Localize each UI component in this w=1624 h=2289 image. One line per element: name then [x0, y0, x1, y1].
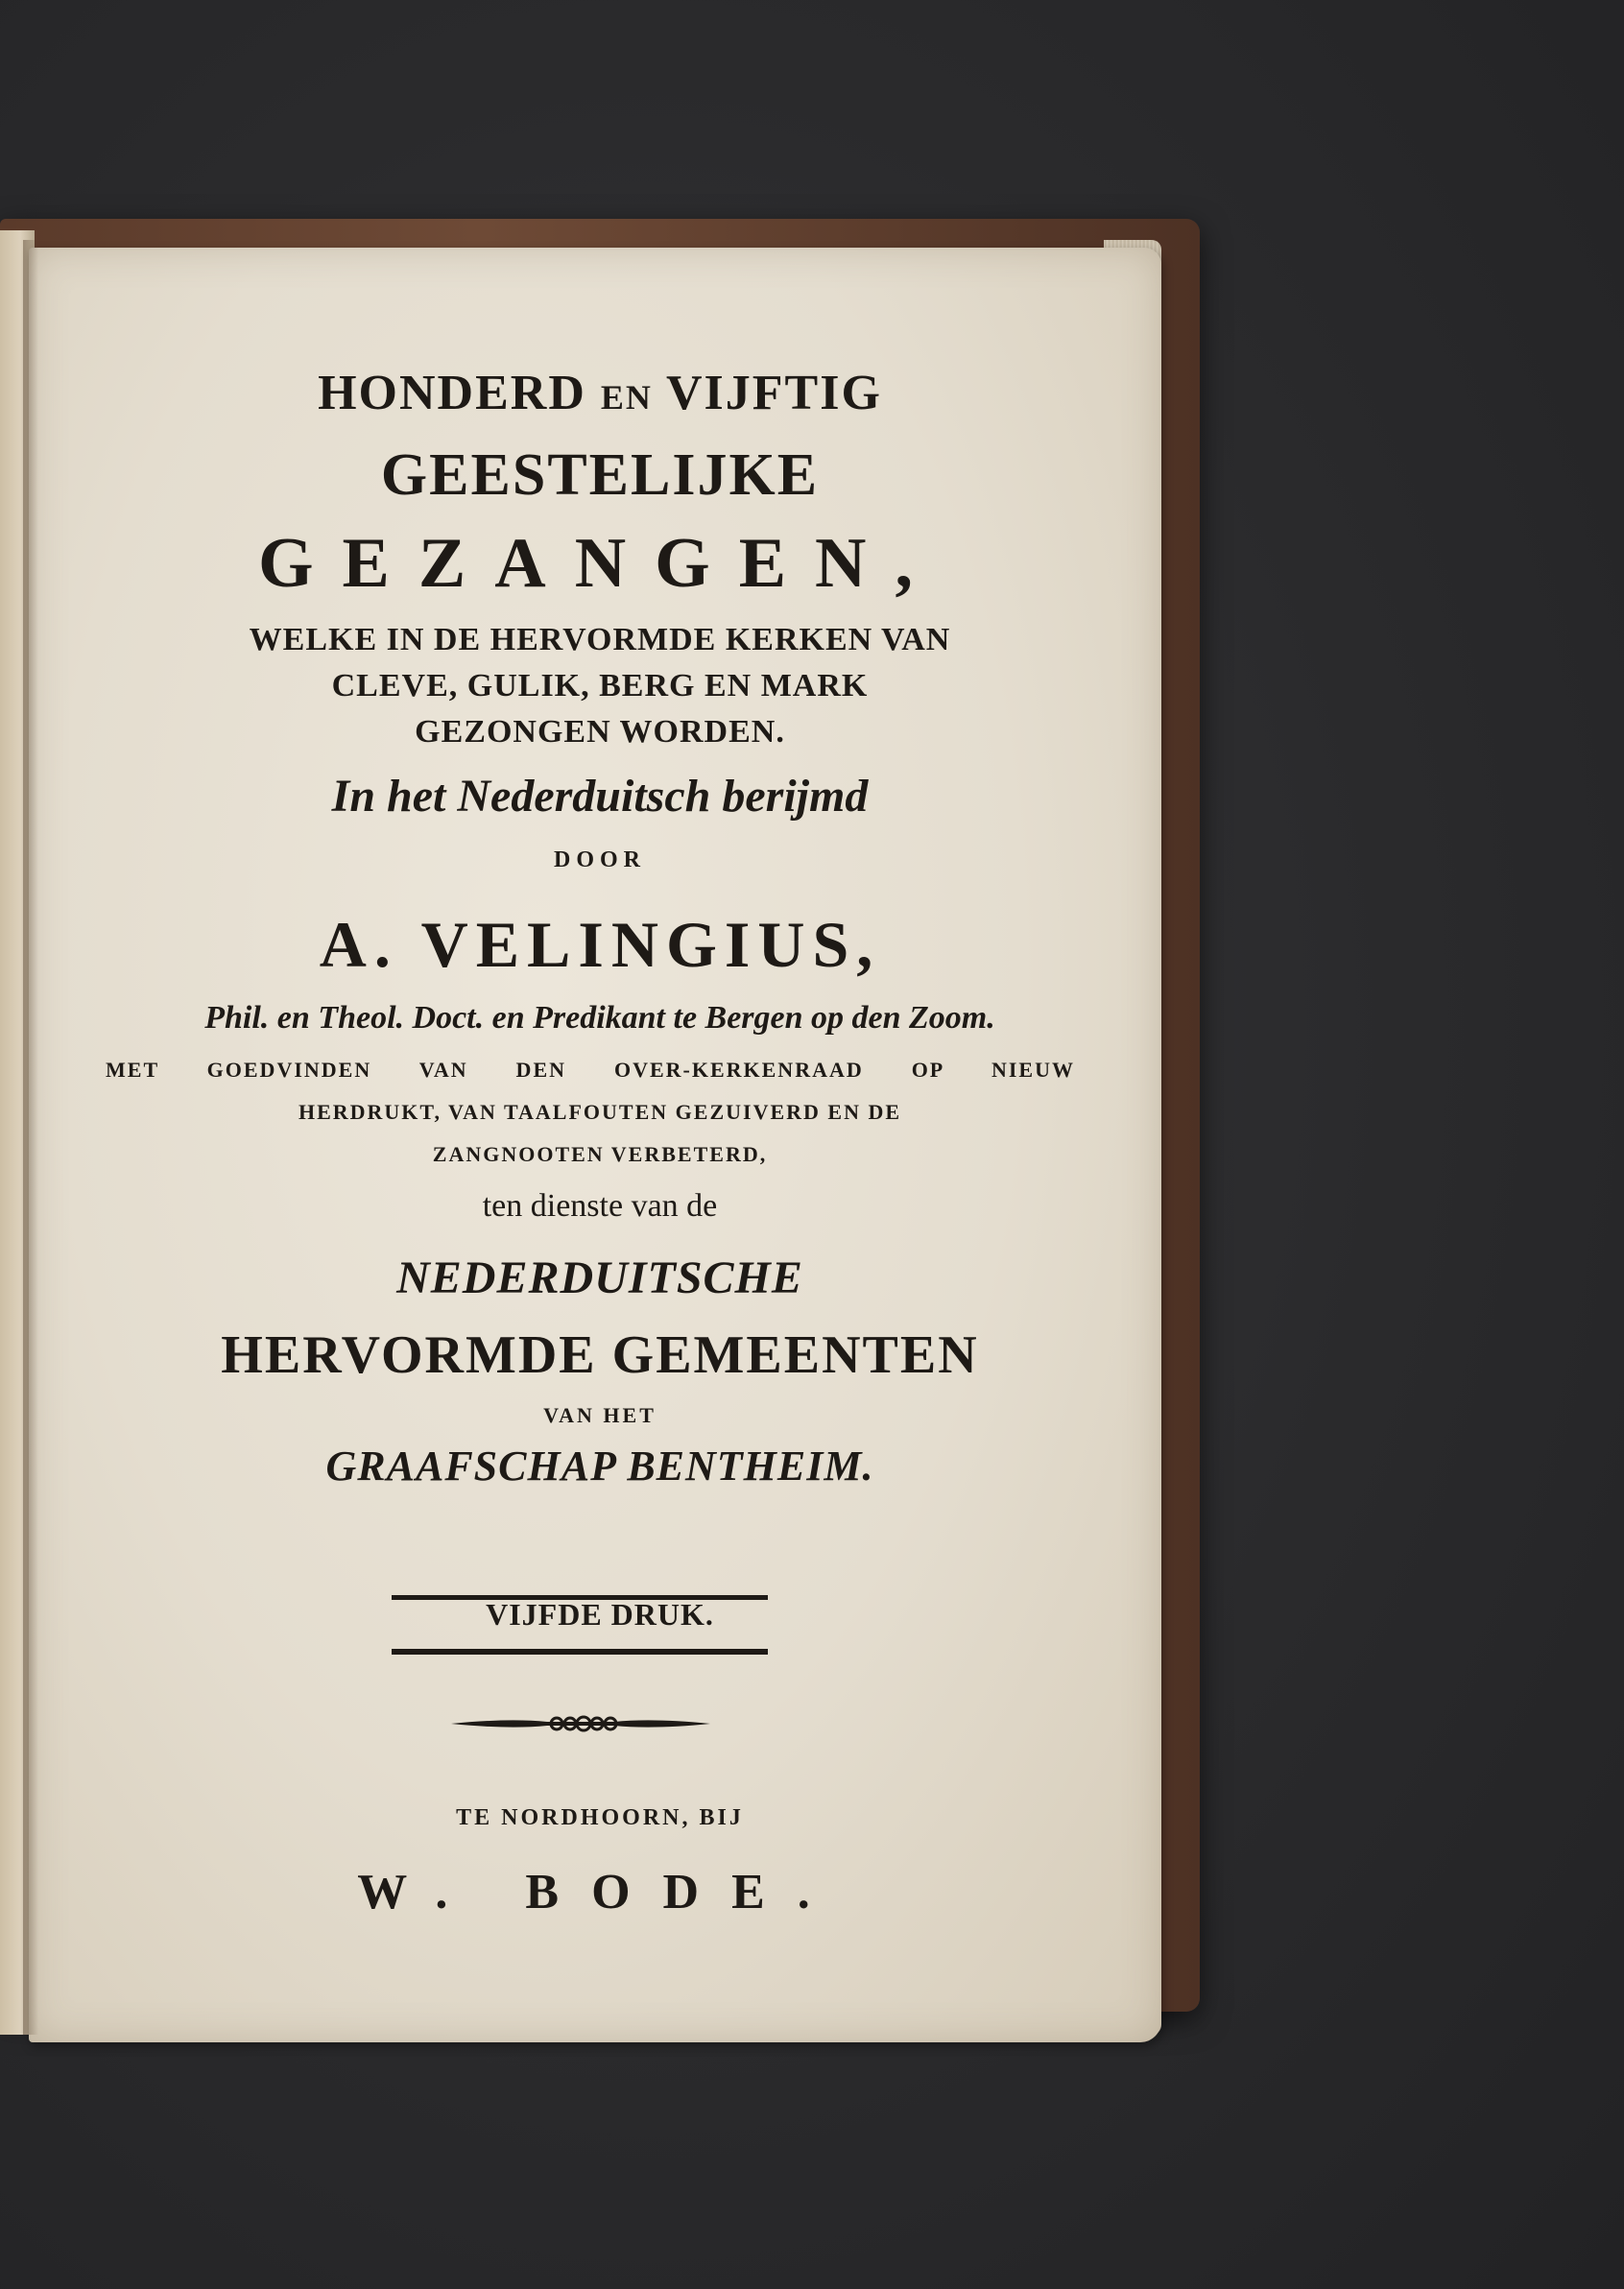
subtitle-line-1: WELKE IN DE HERVORMDE KERKEN VAN	[249, 622, 951, 657]
subtitle-line-2: CLEVE, GULIK, BERG EN MARK	[331, 668, 869, 703]
author-name: A. VELINGIUS,	[319, 908, 881, 981]
title-line-1	[86, 366, 1113, 420]
congregation-line-1: NEDERDUITSCHE	[396, 1252, 803, 1303]
title-page	[29, 248, 1161, 2042]
title-word-en: EN	[600, 378, 653, 417]
title-line-3: GEZANGEN,	[257, 524, 942, 603]
translation-note: In het Nederduitsch berijmd	[331, 771, 869, 822]
subtitle-line-3: GEZONGEN WORDEN.	[415, 714, 785, 750]
approval-line-3: ZANGNOOTEN VERBETERD,	[432, 1142, 768, 1166]
imprint-publisher: W. BODE.	[357, 1865, 843, 1919]
edition-label: VIJFDE DRUK.	[486, 1597, 714, 1632]
imprint-place: TE NORDHOORN, BIJ	[456, 1805, 744, 1830]
page-gutter-shadow	[23, 240, 38, 2035]
approval-line-1: MET GOEDVINDEN VAN DEN OVER-KERKENRAAD OP NIEUW	[106, 1058, 1075, 1082]
congregation-line-2: HERVORMDE GEMEENTEN	[221, 1325, 979, 1385]
title-word-vijftig: VIJFTIG	[665, 366, 882, 420]
congregation-line-3: VAN HET	[543, 1403, 657, 1427]
approval-line-2: HERDRUKT, VAN TAALFOUTEN GEZUIVERD EN DE	[298, 1100, 902, 1124]
author-credentials: Phil. en Theol. Doct. en Predikant te Bergen op den Zoom.	[204, 1000, 995, 1036]
by-label: DOOR	[554, 847, 646, 872]
edition-rule-bottom	[392, 1649, 768, 1655]
title-page-content	[29, 248, 1161, 2042]
county-name: GRAAFSCHAP BENTHEIM.	[325, 1443, 874, 1490]
title-word-honderd: HONDERD	[318, 366, 586, 420]
title-line-2: GEESTELIJKE	[380, 442, 820, 508]
service-line: ten dienste van de	[482, 1188, 718, 1224]
ornament-divider	[451, 1706, 710, 1741]
